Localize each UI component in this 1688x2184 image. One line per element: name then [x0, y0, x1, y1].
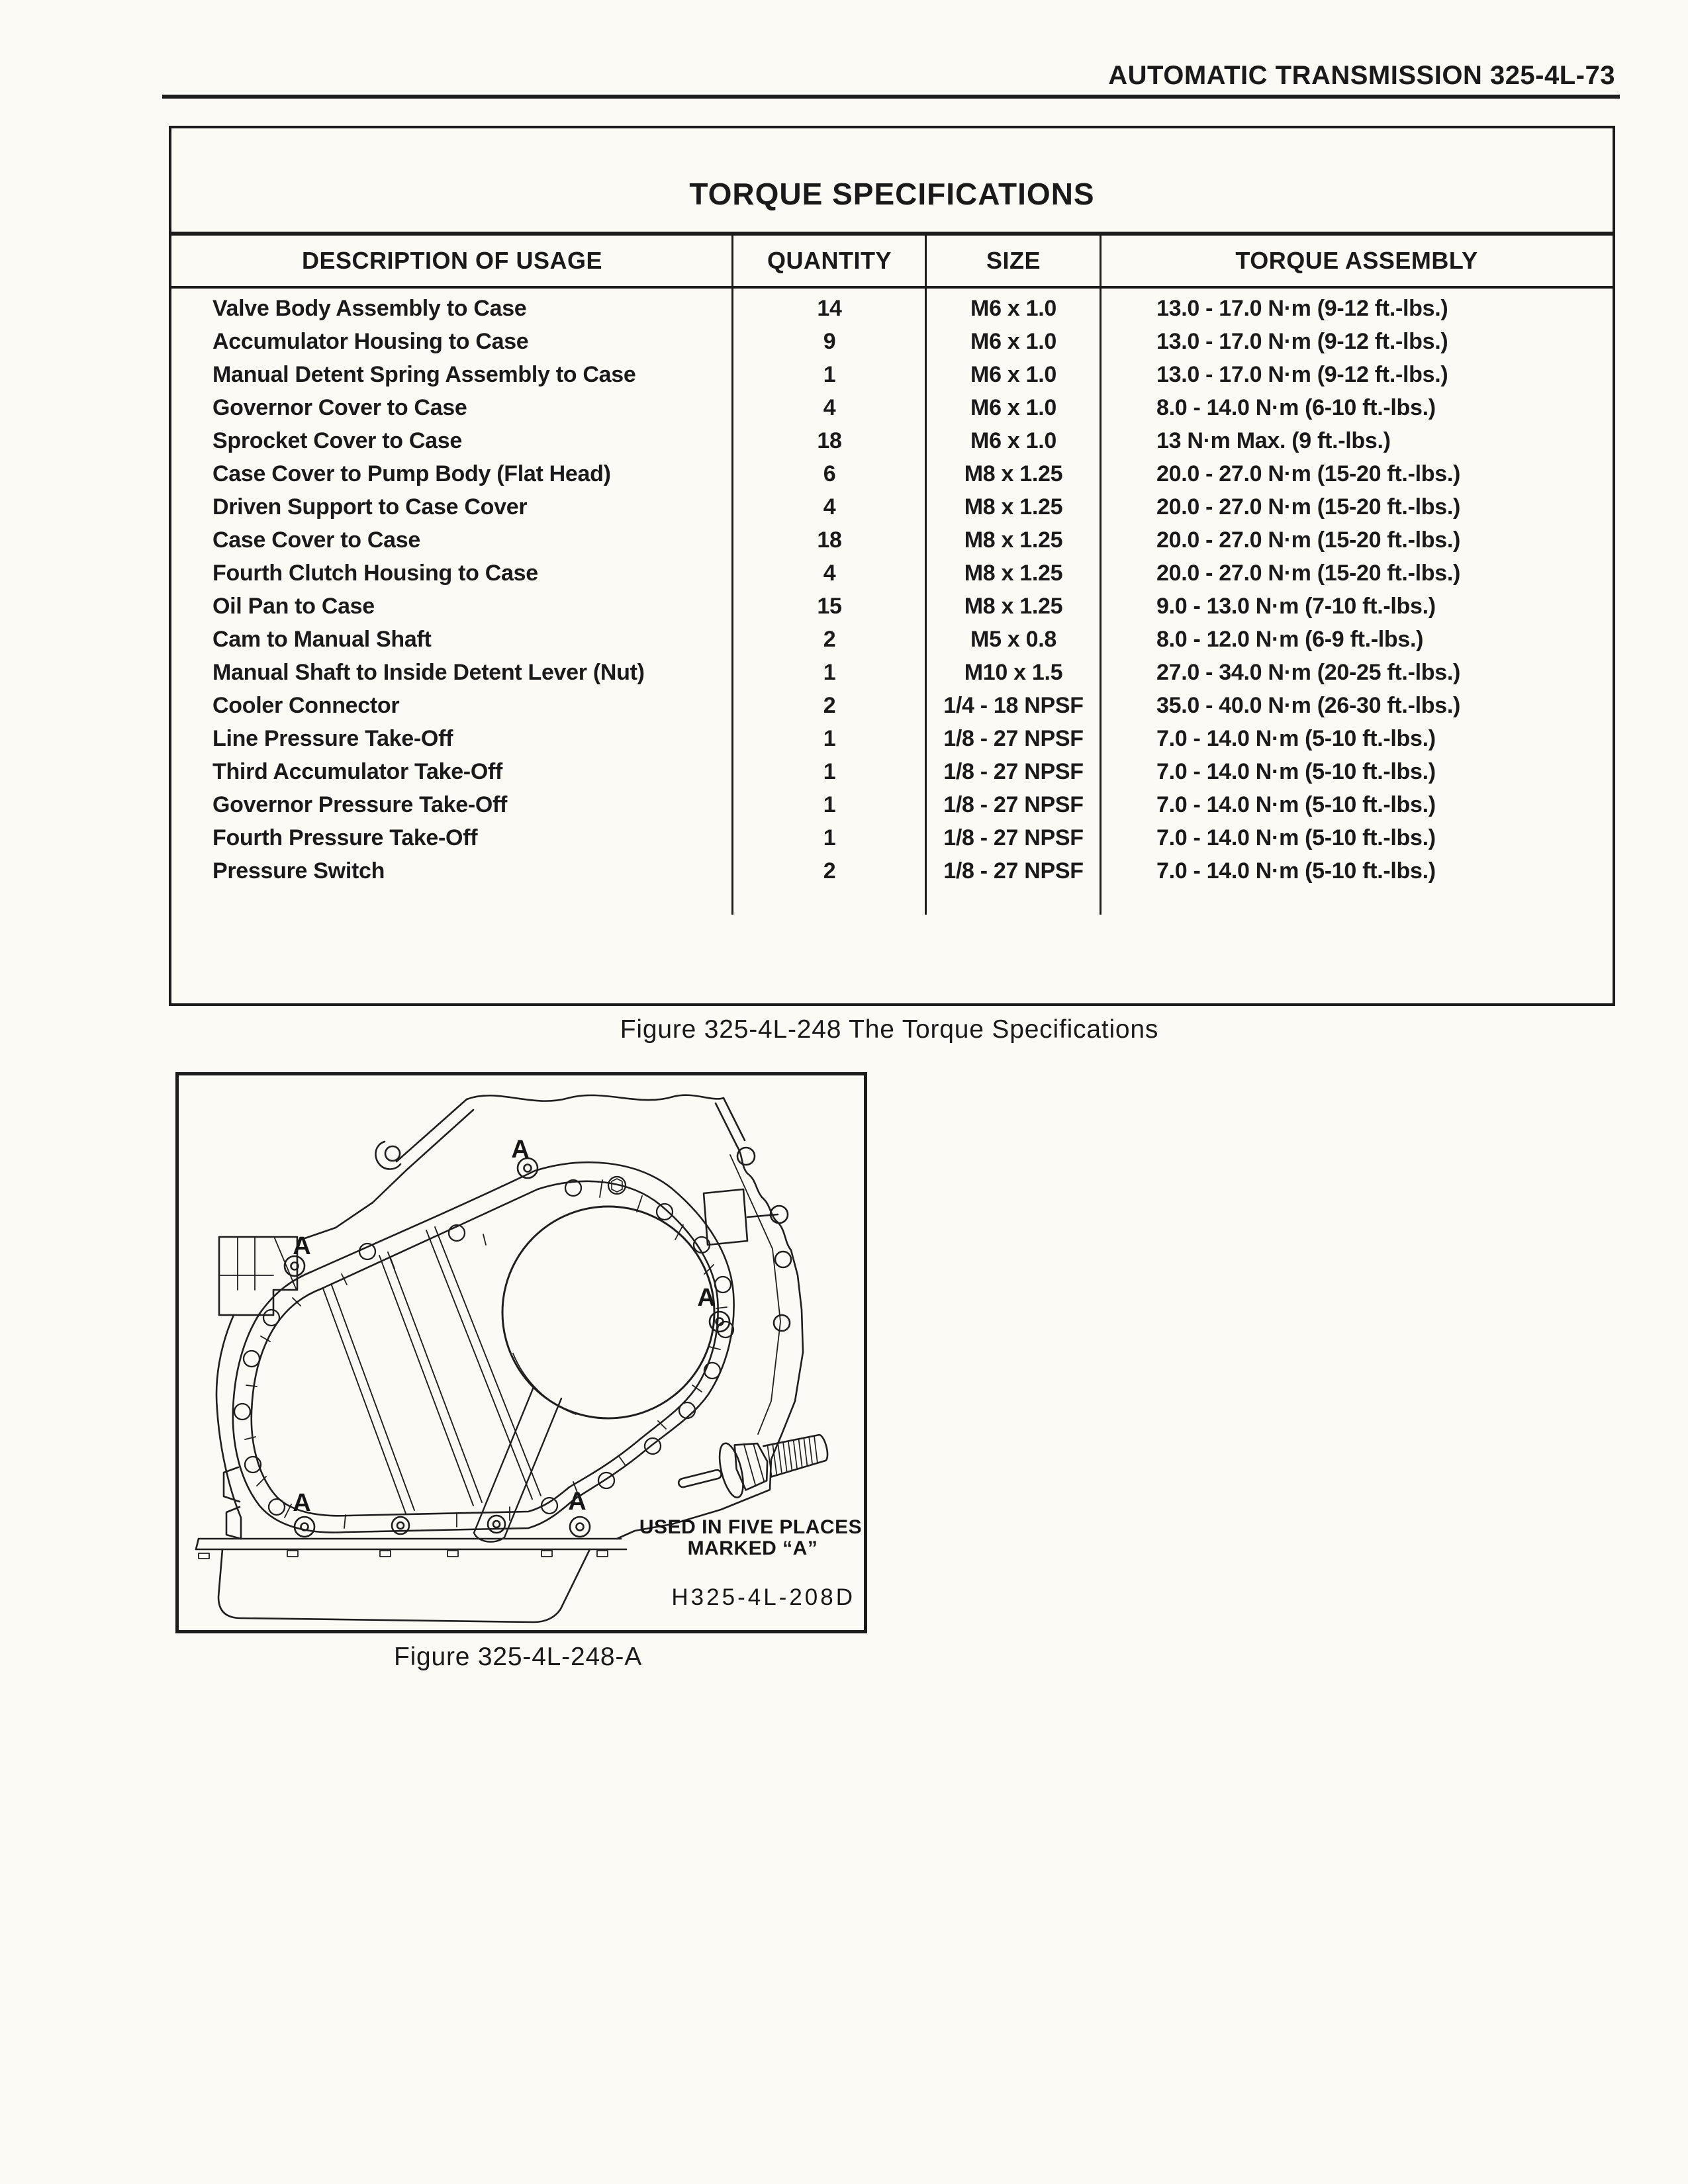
cell-desc: Fourth Pressure Take-Off [212, 825, 478, 850]
figure-note-line-2: MARKED “A” [687, 1537, 818, 1559]
cell-desc: Governor Pressure Take-Off [212, 792, 508, 817]
cell-size: M6 x 1.0 [970, 395, 1056, 420]
cell-qty: 6 [823, 461, 836, 486]
marker-bolt-4 [295, 1517, 314, 1537]
cell-size: M10 x 1.5 [964, 660, 1063, 685]
cell-desc: Valve Body Assembly to Case [212, 296, 527, 321]
cell-size: M6 x 1.0 [970, 362, 1056, 387]
marker-label-a-1: A [511, 1136, 530, 1163]
cell-size: 1/8 - 27 NPSF [943, 858, 1084, 884]
cell-desc: Oil Pan to Case [212, 594, 375, 619]
cell-desc: Case Cover to Case [212, 527, 420, 553]
cell-desc: Cooler Connector [212, 693, 400, 718]
table-row [171, 457, 1613, 490]
table-row [171, 755, 1613, 788]
cell-torque: 9.0 - 13.0 N·m (7-10 ft.-lbs.) [1156, 594, 1436, 619]
drawing-id-label: H325-4L-208D [671, 1584, 855, 1610]
cell-size: 1/8 - 27 NPSF [943, 759, 1084, 784]
cell-torque: 35.0 - 40.0 N·m (26-30 ft.-lbs.) [1156, 693, 1460, 718]
cell-torque: 20.0 - 27.0 N·m (15-20 ft.-lbs.) [1156, 527, 1460, 553]
table-row [171, 358, 1613, 391]
column-header-description: DESCRIPTION OF USAGE [301, 247, 603, 274]
table-row [171, 590, 1613, 623]
cell-desc: Accumulator Housing to Case [212, 329, 529, 354]
table-row [171, 623, 1613, 656]
cell-torque: 20.0 - 27.0 N·m (15-20 ft.-lbs.) [1156, 461, 1460, 486]
cell-qty: 9 [823, 329, 836, 354]
cell-size: M8 x 1.25 [964, 561, 1063, 586]
cell-qty: 4 [823, 395, 836, 420]
marker-bolt-5 [570, 1517, 590, 1537]
cell-torque: 13.0 - 17.0 N·m (9-12 ft.-lbs.) [1156, 296, 1448, 321]
marker-label-a-4: A [293, 1489, 311, 1517]
marker-bolts [285, 1158, 729, 1537]
cell-qty: 15 [817, 594, 842, 619]
cell-qty: 1 [823, 362, 836, 387]
cell-qty: 18 [817, 428, 842, 453]
cell-desc: Driven Support to Case Cover [212, 494, 528, 520]
cell-desc: Sprocket Cover to Case [212, 428, 462, 453]
cell-desc: Cam to Manual Shaft [212, 627, 432, 652]
cell-qty: 1 [823, 660, 836, 685]
flange-bolt [488, 1516, 505, 1533]
cell-torque: 7.0 - 14.0 N·m (5-10 ft.-lbs.) [1156, 825, 1436, 850]
cell-torque: 27.0 - 34.0 N·m (20-25 ft.-lbs.) [1156, 660, 1460, 685]
cell-torque: 13 N·m Max. (9 ft.-lbs.) [1156, 428, 1391, 453]
oil-pan [196, 1539, 626, 1622]
page-header-title: AUTOMATIC TRANSMISSION 325-4L-73 [1108, 61, 1615, 90]
cell-desc: Manual Detent Spring Assembly to Case [212, 362, 636, 387]
cell-qty: 1 [823, 726, 836, 751]
figure-caption: Figure 325-4L-248-A [393, 1643, 643, 1671]
header-rule [162, 95, 1620, 99]
cell-size: M8 x 1.25 [964, 594, 1063, 619]
transmission-case-diagram [179, 1075, 864, 1630]
cell-size: M5 x 0.8 [970, 627, 1056, 652]
cell-desc: Fourth Clutch Housing to Case [212, 561, 538, 586]
rib-lines [323, 1227, 561, 1542]
table-caption: Figure 325-4L-248 The Torque Specifications [620, 1015, 1159, 1044]
cell-size: 1/8 - 27 NPSF [943, 726, 1084, 751]
table-header-row [171, 236, 1613, 286]
table-row [171, 854, 1613, 887]
cell-torque: 13.0 - 17.0 N·m (9-12 ft.-lbs.) [1156, 362, 1448, 387]
table-row [171, 788, 1613, 821]
column-header-size: SIZE [986, 247, 1041, 274]
cell-qty: 4 [823, 561, 836, 586]
cell-desc: Pressure Switch [212, 858, 385, 884]
table-row [171, 722, 1613, 755]
cell-torque: 8.0 - 14.0 N·m (6-10 ft.-lbs.) [1156, 395, 1436, 420]
cell-desc: Manual Shaft to Inside Detent Lever (Nut) [212, 660, 645, 685]
marker-label-a-2: A [293, 1232, 311, 1260]
table-row [171, 656, 1613, 689]
table-row [171, 557, 1613, 590]
cell-size: 1/8 - 27 NPSF [943, 825, 1084, 850]
cell-size: M8 x 1.25 [964, 461, 1063, 486]
cell-size: M6 x 1.0 [970, 428, 1056, 453]
column-header-torque: TORQUE ASSEMBLY [1235, 247, 1478, 274]
figure-note-line-1: USED IN FIVE PLACES [639, 1516, 863, 1538]
cell-torque: 7.0 - 14.0 N·m (5-10 ft.-lbs.) [1156, 792, 1436, 817]
table-row [171, 490, 1613, 523]
cell-torque: 20.0 - 27.0 N·m (15-20 ft.-lbs.) [1156, 561, 1460, 586]
marker-label-a-5: A [568, 1488, 586, 1516]
cell-desc: Third Accumulator Take-Off [212, 759, 503, 784]
cell-qty: 4 [823, 494, 836, 520]
cell-desc: Governor Cover to Case [212, 395, 467, 420]
marker-label-a-3: A [697, 1284, 716, 1312]
cell-qty: 2 [823, 693, 836, 718]
cell-size: 1/8 - 27 NPSF [943, 792, 1084, 817]
table-body [171, 292, 1613, 887]
cell-qty: 1 [823, 825, 836, 850]
cell-qty: 1 [823, 792, 836, 817]
column-header-quantity: QUANTITY [767, 247, 892, 274]
table-row [171, 523, 1613, 557]
cell-size: M8 x 1.25 [964, 527, 1063, 553]
cell-torque: 7.0 - 14.0 N·m (5-10 ft.-lbs.) [1156, 726, 1436, 751]
table-row [171, 424, 1613, 457]
table-row [171, 821, 1613, 854]
converter-opening-circle [502, 1206, 714, 1418]
cell-qty: 2 [823, 858, 836, 884]
cell-torque: 13.0 - 17.0 N·m (9-12 ft.-lbs.) [1156, 329, 1448, 354]
cell-desc: Line Pressure Take-Off [212, 726, 453, 751]
cell-size: 1/4 - 18 NPSF [943, 693, 1084, 718]
table-title: TORQUE SPECIFICATIONS [689, 177, 1095, 211]
cell-qty: 2 [823, 627, 836, 652]
cell-size: M6 x 1.0 [970, 329, 1056, 354]
cell-qty: 18 [817, 527, 842, 553]
table-row [171, 689, 1613, 722]
cell-qty: 1 [823, 759, 836, 784]
cell-torque: 8.0 - 12.0 N·m (6-9 ft.-lbs.) [1156, 627, 1424, 652]
table-header-rule [171, 286, 1613, 289]
figure-box [175, 1072, 867, 1633]
cell-torque: 7.0 - 14.0 N·m (5-10 ft.-lbs.) [1156, 858, 1436, 884]
table-row [171, 292, 1613, 325]
cell-torque: 7.0 - 14.0 N·m (5-10 ft.-lbs.) [1156, 759, 1436, 784]
cell-qty: 14 [817, 296, 842, 321]
cell-size: M8 x 1.25 [964, 494, 1063, 520]
torque-specifications-table [169, 126, 1615, 1006]
gasket-bolt-holes [234, 1177, 733, 1515]
cell-desc: Case Cover to Pump Body (Flat Head) [212, 461, 611, 486]
cell-size: M6 x 1.0 [970, 296, 1056, 321]
cell-torque: 20.0 - 27.0 N·m (15-20 ft.-lbs.) [1156, 494, 1460, 520]
table-row [171, 325, 1613, 358]
table-row [171, 391, 1613, 424]
